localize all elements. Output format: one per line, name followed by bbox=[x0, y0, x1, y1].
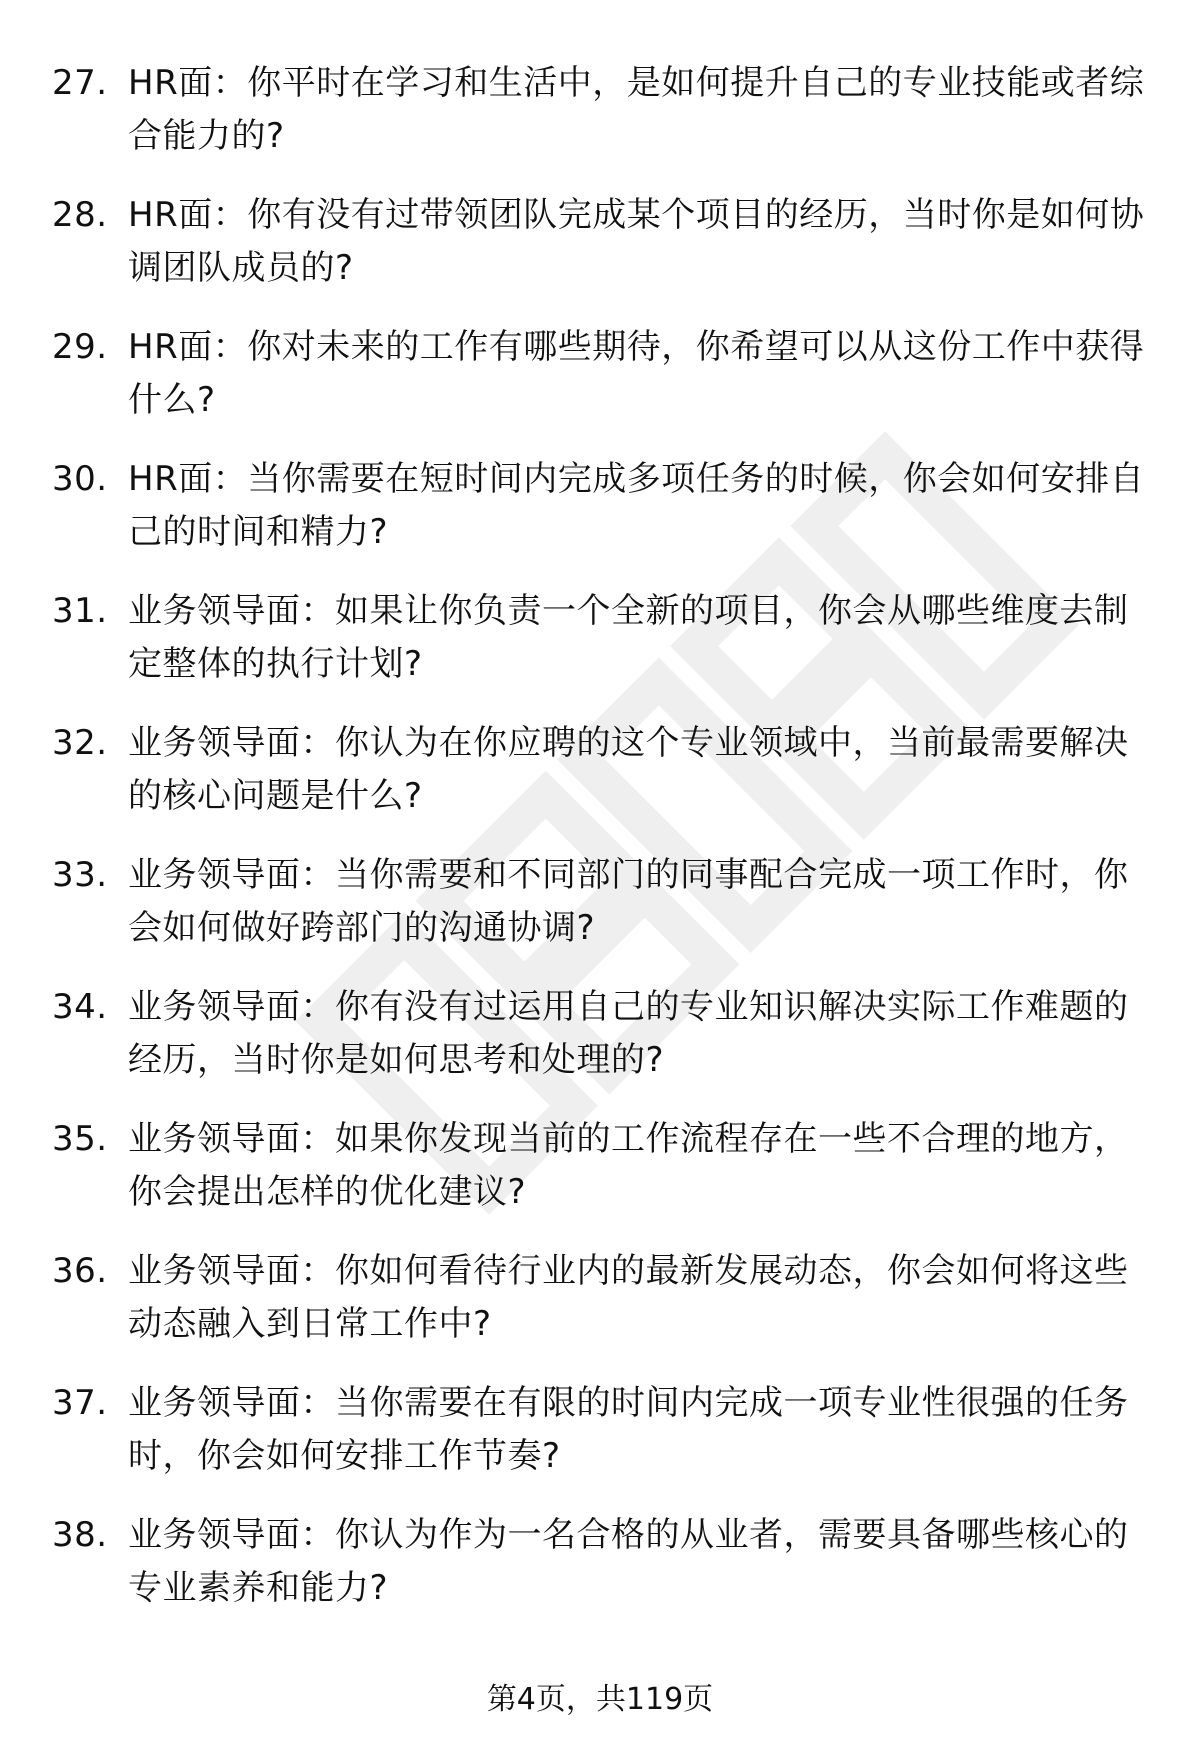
question-text: 业务领导面：你认为在你应聘的这个专业领域中，当前最需要解决的核心问题是什么? bbox=[128, 723, 1129, 816]
question-number: 32. bbox=[52, 723, 108, 763]
question-item bbox=[0, 849, 1200, 981]
question-item bbox=[0, 981, 1200, 1113]
question-list bbox=[0, 57, 1200, 1641]
question-text: HR面：你有没有过带领团队完成某个项目的经历，当时你是如何协调团队成员的? bbox=[128, 195, 1145, 288]
question-text: 业务领导面：当你需要和不同部门的同事配合完成一项工作时，你会如何做好跨部门的沟通协调? bbox=[128, 855, 1129, 948]
question-text: HR面：当你需要在短时间内完成多项任务的时候，你会如何安排自己的时间和精力? bbox=[128, 459, 1145, 552]
question-item bbox=[0, 1377, 1200, 1509]
question-number: 34. bbox=[52, 987, 108, 1027]
question-item bbox=[0, 585, 1200, 717]
question-item bbox=[0, 717, 1200, 849]
question-number: 27. bbox=[52, 63, 108, 103]
question-number: 38. bbox=[52, 1515, 108, 1555]
question-item bbox=[0, 321, 1200, 453]
question-text: 业务领导面：当你需要在有限的时间内完成一项专业性很强的任务时，你会如何安排工作节奏? bbox=[128, 1383, 1129, 1476]
question-item bbox=[0, 1509, 1200, 1641]
question-text: HR面：你对未来的工作有哪些期待，你希望可以从这份工作中获得什么? bbox=[128, 327, 1145, 420]
question-item bbox=[0, 57, 1200, 189]
question-number: 37. bbox=[52, 1383, 108, 1423]
question-item bbox=[0, 1113, 1200, 1245]
question-text: 业务领导面：如果你发现当前的工作流程存在一些不合理的地方，你会提出怎样的优化建议? bbox=[128, 1119, 1129, 1212]
question-text: 业务领导面：你有没有过运用自己的专业知识解决实际工作难题的经历，当时你是如何思考和处理的? bbox=[128, 987, 1129, 1080]
question-text: 业务领导面：如果让你负责一个全新的项目，你会从哪些维度去制定整体的执行计划? bbox=[128, 591, 1129, 684]
page-number-footer: 第4页，共119页 bbox=[486, 1682, 714, 1717]
question-item bbox=[0, 1245, 1200, 1377]
question-number: 35. bbox=[52, 1119, 108, 1159]
question-number: 31. bbox=[52, 591, 108, 631]
question-text: 业务领导面：你如何看待行业内的最新发展动态，你会如何将这些动态融入到日常工作中? bbox=[128, 1251, 1129, 1344]
question-text: HR面：你平时在学习和生活中，是如何提升自己的专业技能或者综合能力的? bbox=[128, 63, 1145, 156]
question-number: 29. bbox=[52, 327, 108, 367]
question-text: 业务领导面：你认为作为一名合格的从业者，需要具备哪些核心的专业素养和能力? bbox=[128, 1515, 1129, 1608]
question-number: 30. bbox=[52, 459, 108, 499]
question-item bbox=[0, 453, 1200, 585]
question-number: 36. bbox=[52, 1251, 108, 1291]
question-item bbox=[0, 189, 1200, 321]
question-number: 28. bbox=[52, 195, 108, 235]
question-number: 33. bbox=[52, 855, 108, 895]
